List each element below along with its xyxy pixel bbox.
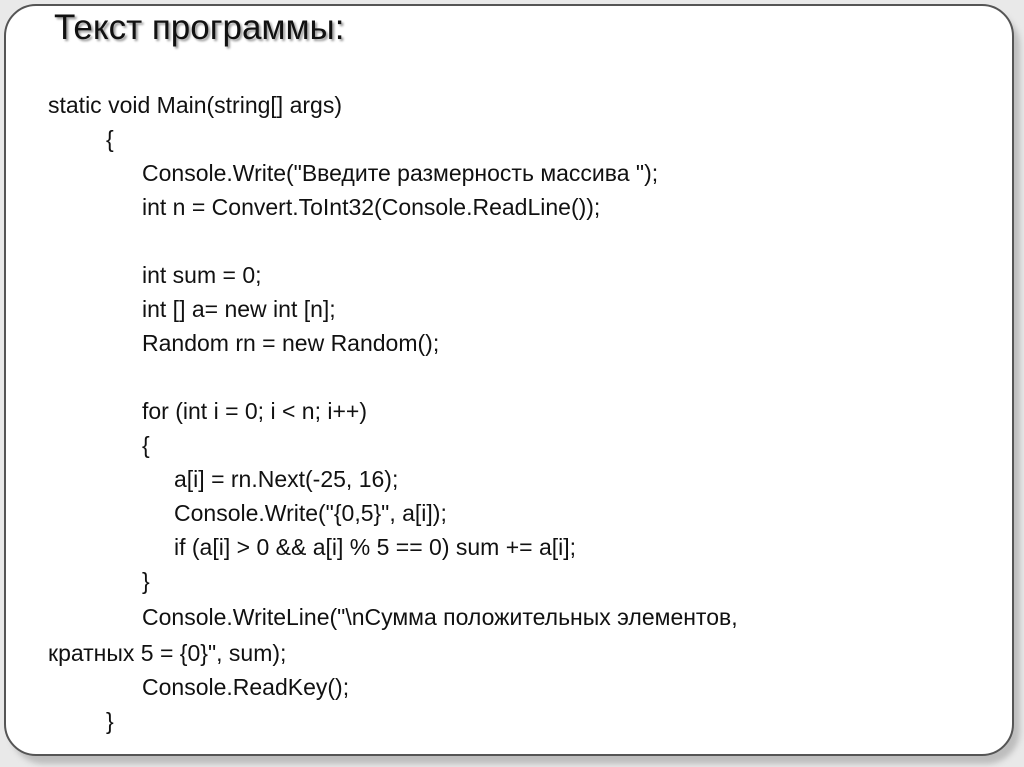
- code-line: static void Main(string[] args): [48, 92, 342, 118]
- code-line: }: [106, 708, 114, 734]
- code-line: int n = Convert.ToInt32(Console.ReadLine());: [142, 194, 601, 220]
- code-line: }: [142, 568, 150, 594]
- code-line: Random rn = new Random();: [142, 330, 440, 356]
- code-line: Console.ReadKey();: [142, 674, 350, 700]
- code-line: Console.Write("{0,5}", a[i]);: [174, 500, 447, 526]
- code-line: {: [106, 126, 114, 152]
- slide-title: Текст программы:: [54, 8, 345, 47]
- code-line: int [] a= new int [n];: [142, 296, 336, 322]
- code-line: if (a[i] > 0 && a[i] % 5 == 0) sum += a[i];: [174, 534, 577, 560]
- code-line: int sum = 0;: [142, 262, 262, 288]
- code-line: кратных 5 = {0}", sum);: [48, 640, 287, 666]
- code-line: a[i] = rn.Next(-25, 16);: [174, 466, 399, 492]
- slide: [4, 4, 1014, 756]
- code-line: for (int i = 0; i < n; i++): [142, 398, 367, 424]
- code-line: Console.Write("Введите размерность массива ");: [142, 160, 659, 186]
- code-line: {: [142, 432, 150, 458]
- code-line: Console.WriteLine("\nСумма положительных элементов,: [142, 604, 738, 630]
